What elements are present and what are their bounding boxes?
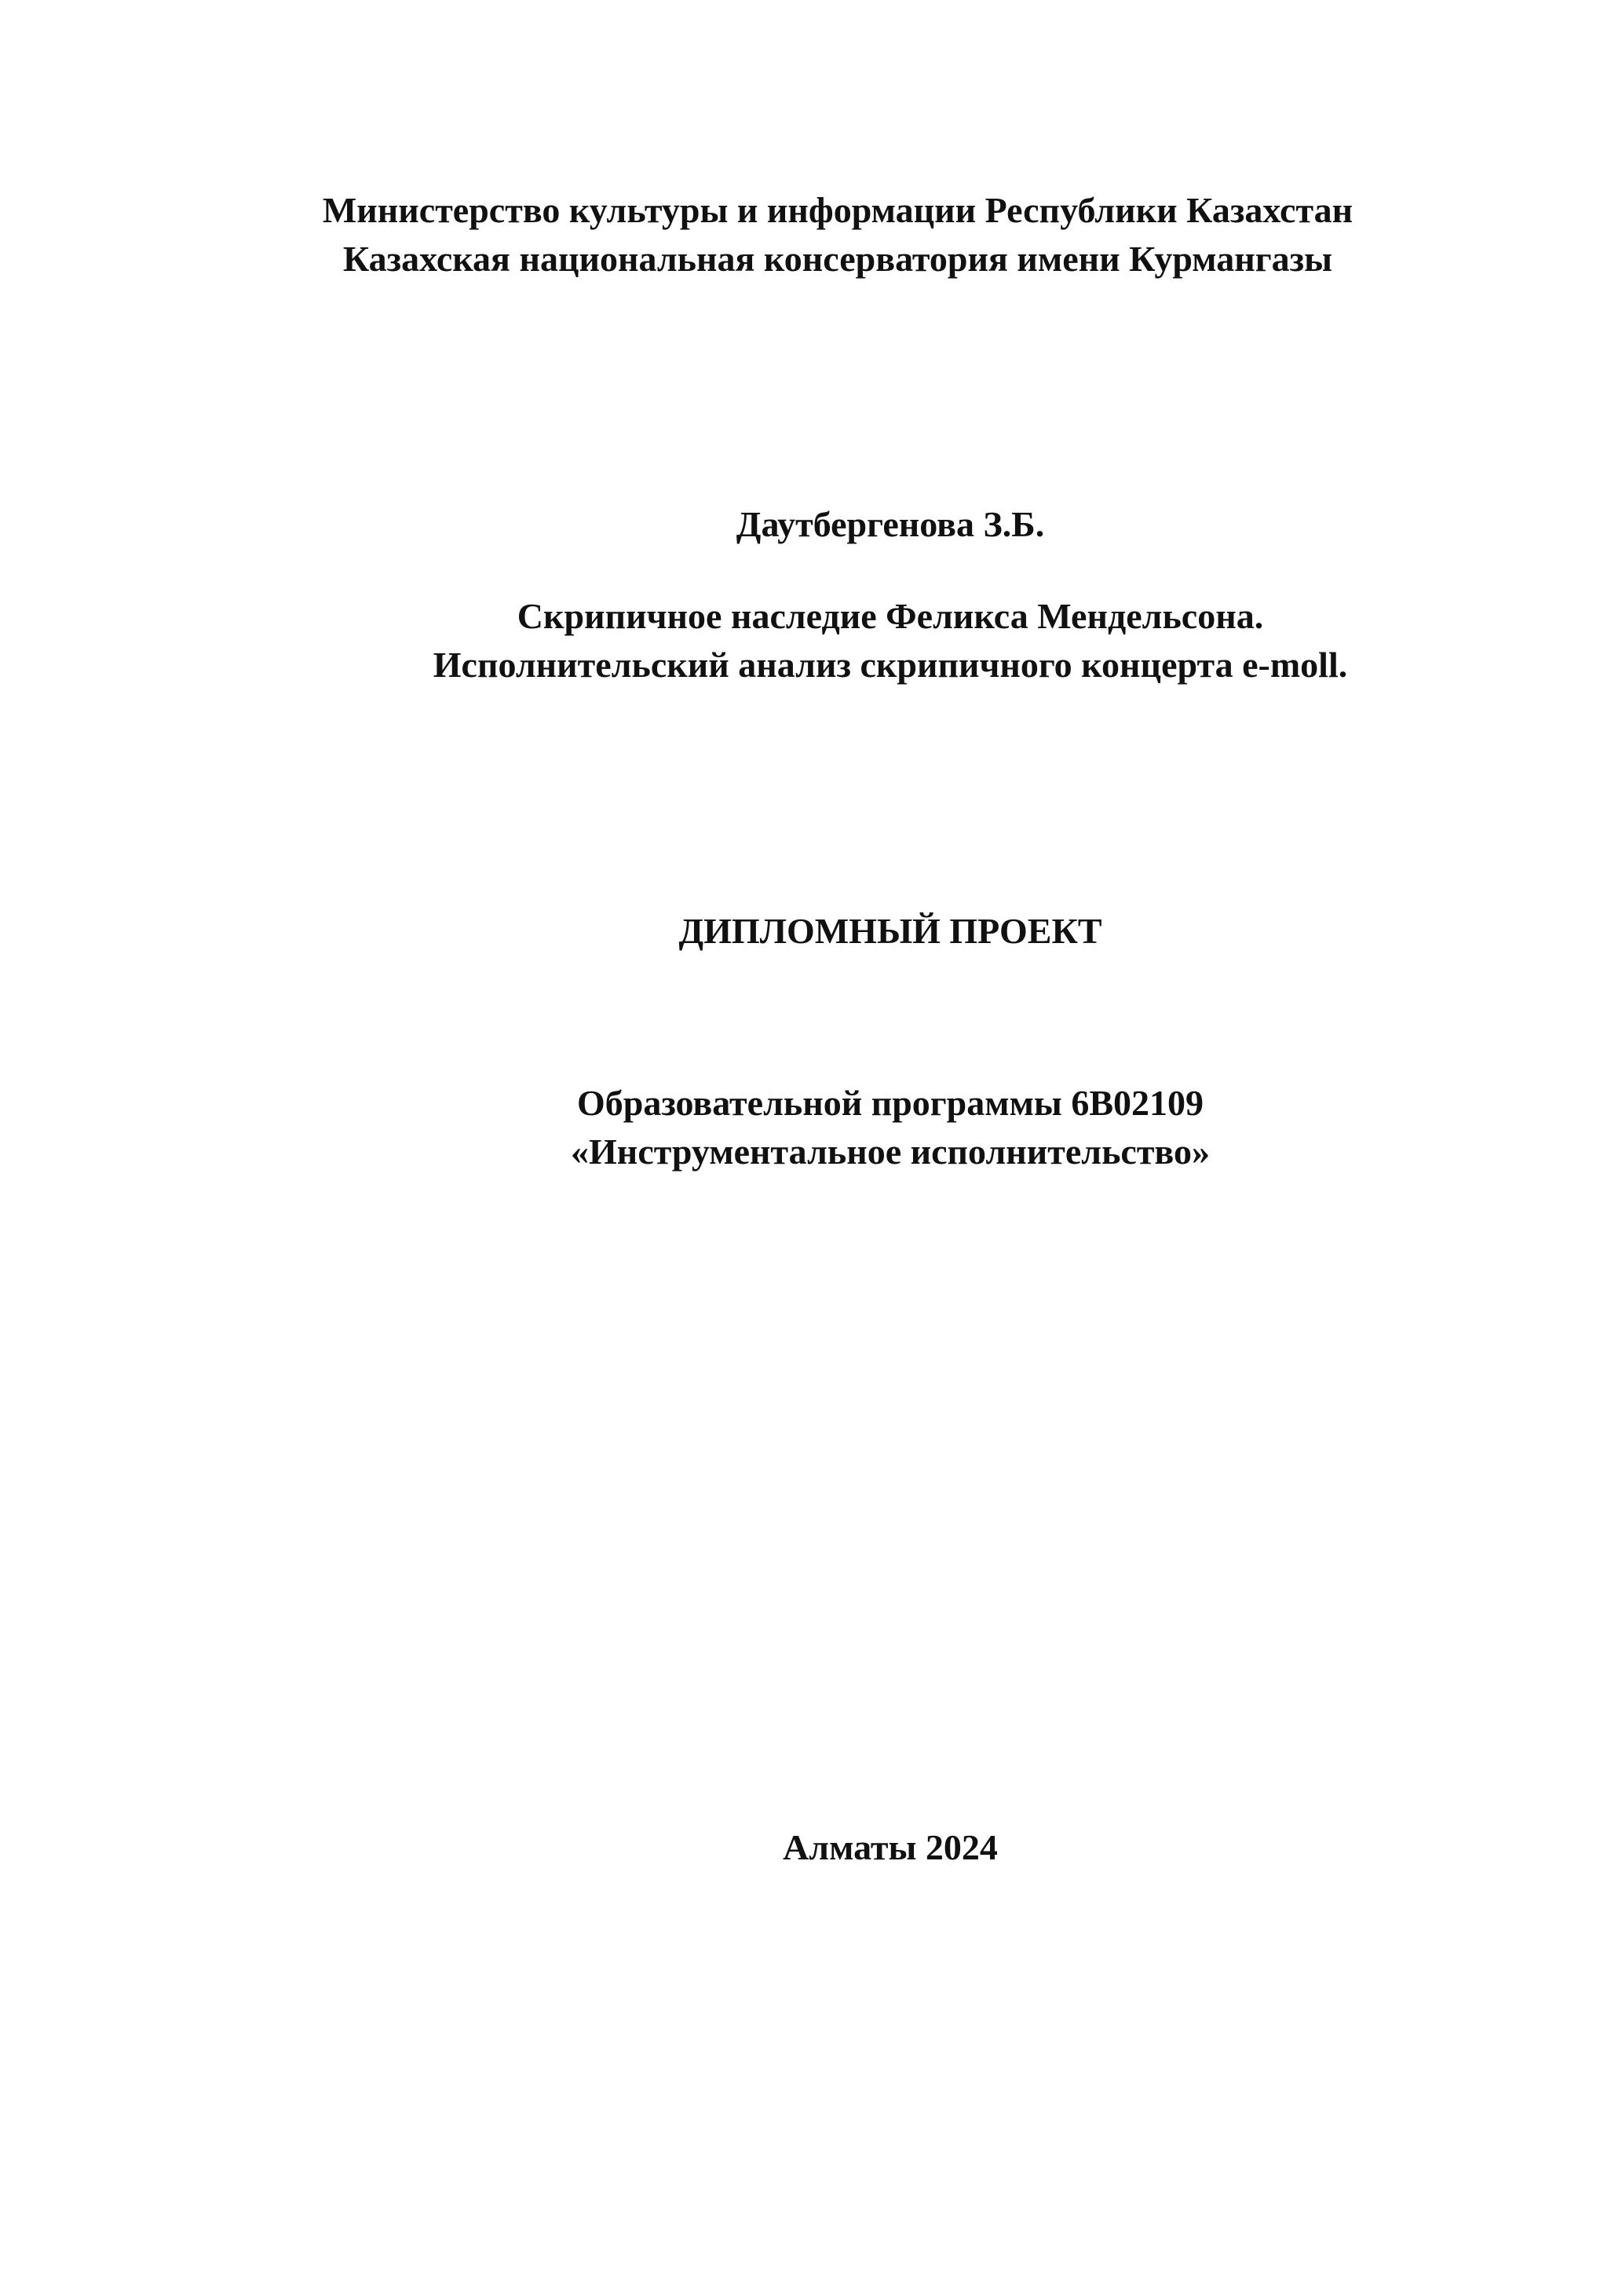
ministry-heading: Министерство культуры и информации Республики Казахстан [322, 190, 1353, 230]
project-type: ДИПЛОМНЫЙ ПРОЕКТ [678, 911, 1102, 951]
author-name: Даутбергенова З.Б. [736, 504, 1045, 544]
programme-line-2: «Инструментальное исполнительство» [571, 1132, 1210, 1172]
programme-line-1: Образовательной программы 6В02109 [576, 1083, 1204, 1123]
city-year: Алматы 2024 [783, 1827, 998, 1867]
thesis-title-line-2: Исполнительский анализ скрипичного концерта e-moll. [433, 645, 1348, 685]
institution-heading: Казахская национальная консерватория имени Курмангазы [342, 239, 1333, 279]
thesis-title-line-1: Скрипичное наследие Феликса Мендельсона. [517, 596, 1264, 636]
